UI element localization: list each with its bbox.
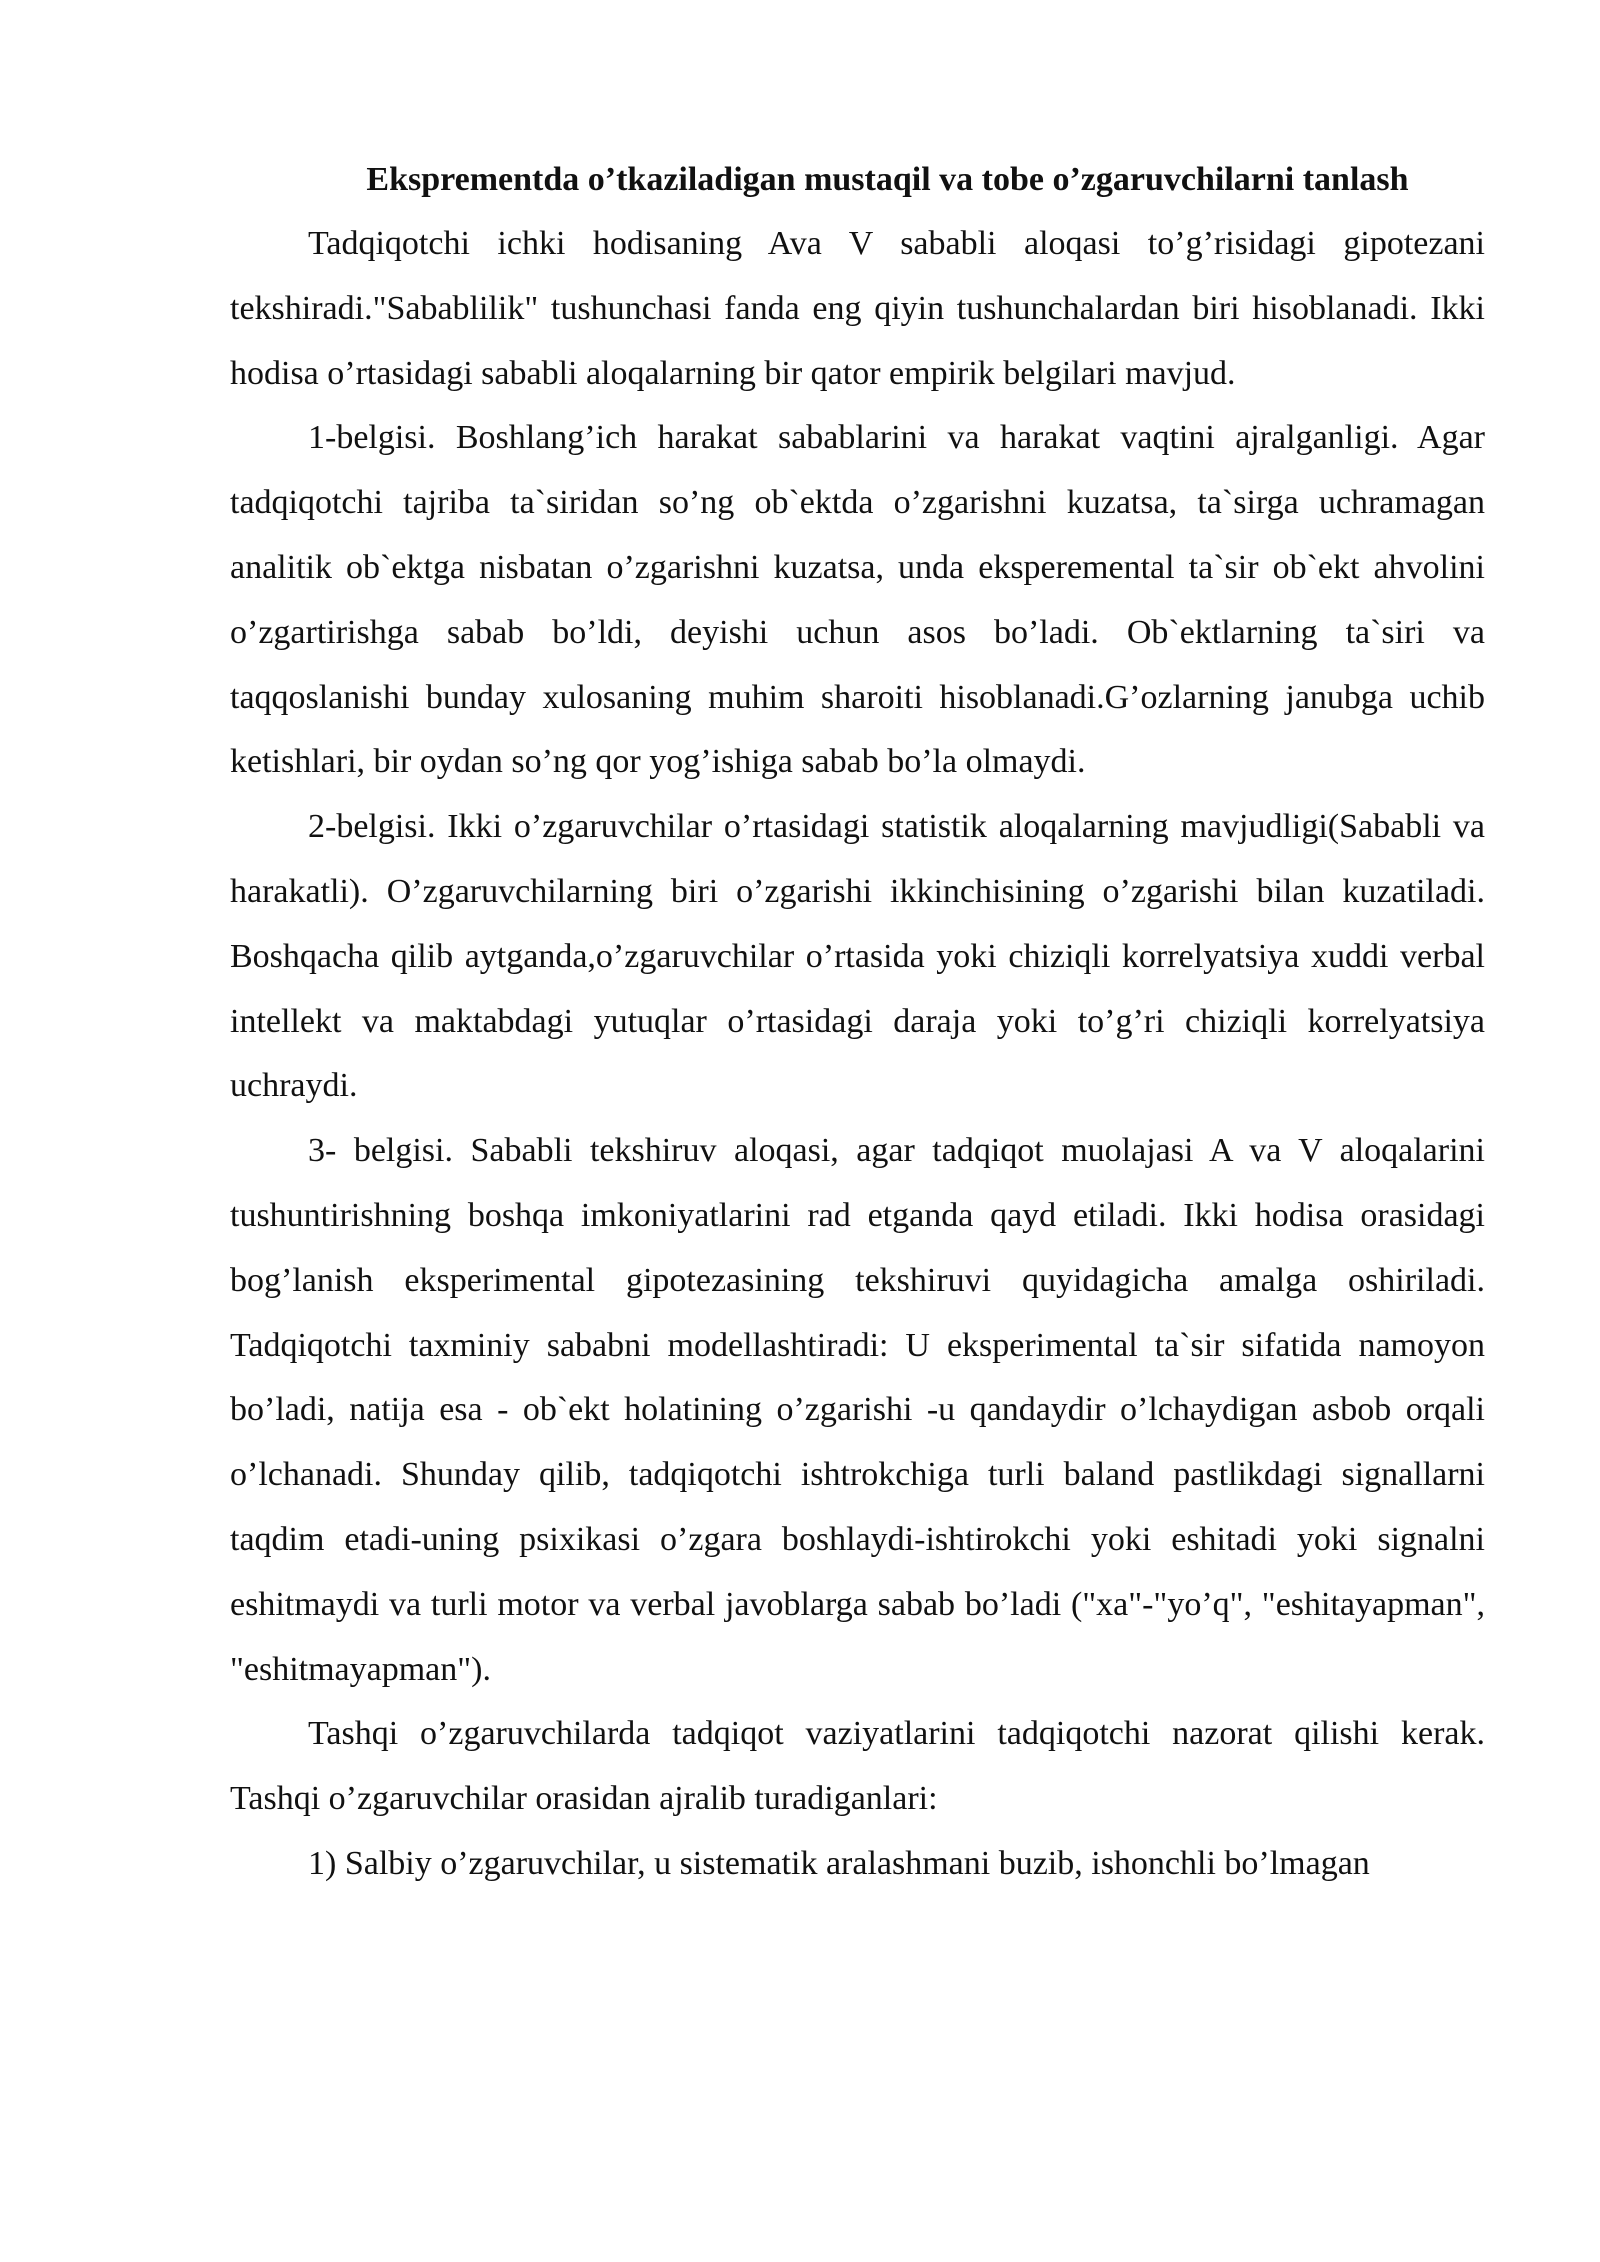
paragraph-sign-2: 2-belgisi. Ikki o’zgaruvchilar o’rtasidagi statistik aloqalarning mavjudligi(Sababli va harakatli). O’zgaruvchilarning biri o’zgarishi ikkinchisining o’zgarishi bilan kuzatiladi. Boshqacha qilib aytganda,o’zgaruvchilar o’rtasida yoki chiziqli korrelyatsiya xuddi verbal intellekt va maktabdagi yutuqlar o’rtasidagi daraja yoki to’g’ri chiziqli korrelyatsiya uchraydi. <box>230 808 1485 1105</box>
document-page <box>230 148 1485 1897</box>
paragraph-intro: Tadqiqotchi ichki hodisaning Ava V sababli aloqasi to’g’risidagi gipotezani tekshiradi."Sabablilik" tushunchasi fanda eng qiyin tushunchalardan biri hisoblanadi. Ikki hodisa o’rtasidagi sababli aloqalarning bir qator empirik belgilari mavjud. <box>230 225 1485 392</box>
document-title: Ekspremеntda o’tkaziladigan mustaqil va tobe o’zgaruvchilarni tanlash <box>366 161 1409 198</box>
paragraph-sign-3: 3- belgisi. Sababli tekshiruv aloqasi, agar tadqiqot muolajasi A va V aloqalarini tushuntirishning boshqa imkoniyatlarini rad etganda qayd etiladi. Ikki hodisa orasidagi bog’lanish eksperimental gipotezasining tekshiruvi quyidagicha amalga oshiriladi. Tadqiqotchi taxminiy sababni modellashtiradi: U eksperimental ta`sir sifatida namoyon bo’ladi, natija esa - ob`ekt holatining o’zgarishi -u qandaydir o’lchaydigan asbob orqali o’lchanadi. Shunday qilib, tadqiqotchi ishtrokchiga turli baland pastlikdagi signallarni taqdim etadi-uning psixikasi o’zgara boshlaydi-ishtirokchi yoki eshitadi yoki signalni eshitmaydi va turli motor va verbal javoblarga sabab bo’ladi ("xa"-"yo’q", "eshitayapman", "eshitmayapman"). <box>230 1132 1485 1688</box>
paragraph-sign-1: 1-belgisi. Boshlang’ich harakat sabablarini va harakat vaqtini ajralganligi. Agar tadqiqotchi tajriba ta`siridan so’ng ob`ektda o’zgarishni kuzatsa, ta`sirga uchramagan analitik ob`ektga nisbatan o’zgarishni kuzatsa, unda eksperemental ta`sir ob`ekt ahvolini o’zgartirishga sabab bo’ldi, deyishi uchun asos bo’ladi. Ob`ektlarning ta`siri va taqqoslanishi bunday xulosaning muhim sharoiti hisoblanadi.G’ozlarning janubga uchib ketishlari, bir oydan so’ng qor yog’ishiga sabab bo’la olmaydi. <box>230 419 1485 781</box>
paragraph-external-variables: Tashqi o’zgaruvchilarda tadqiqot vaziyatlarini tadqiqotchi nazorat qilishi kerak. Tashqi o’zgaruvchilar orasidan ajralib turadiganlari: <box>230 1715 1485 1818</box>
paragraph-list-item-1: 1) Salbiy o’zgaruvchilar, u sistematik aralashmani buzib, ishonchli bo’lmagan <box>308 1844 1370 1882</box>
